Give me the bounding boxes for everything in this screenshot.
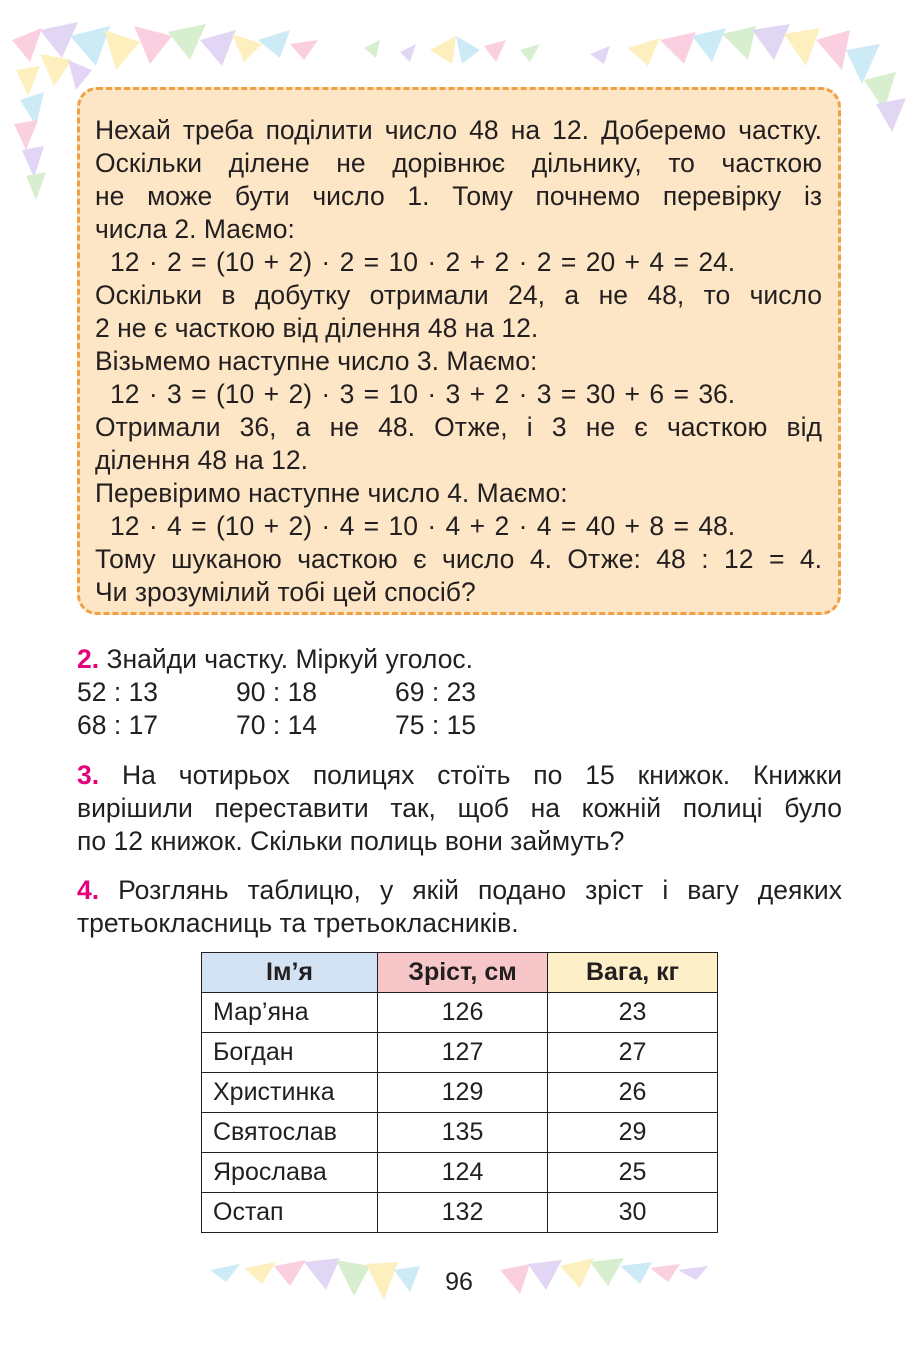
task-3-line: по 12 книжок. Скільки полиць вони займуть? [77,826,625,856]
header-name: Ім’я [202,953,378,993]
table-row [202,1113,718,1153]
box-equation: 12 · 3 = (10 + 2) · 3 = 10 · 3 + 2 · 3 = 30 + 6 = 36. [110,379,736,409]
box-line: 2 не є часткою від ділення 48 на 12. [95,313,539,343]
table-header-row [202,953,718,993]
explanation-box [77,87,841,615]
box-line: Отримали 36, а не 48. Отже, і 3 не є часткою від [95,412,822,442]
task-2-expression: 70 : 14 [236,710,318,740]
cell-name: Христинка [202,1073,378,1113]
header-height: Зріст, см [378,953,548,993]
task-2 [77,643,842,742]
box-line: Перевіримо наступне число 4. Маємо: [95,478,568,508]
cell-weight: 25 [548,1153,718,1193]
cell-name: Ярослава [202,1153,378,1193]
height-weight-table [201,952,718,1233]
cell-height: 127 [378,1033,548,1073]
box-line: не може бути число 1. Тому почнемо перевірку із [95,181,822,211]
box-line: ділення 48 на 12. [95,445,308,475]
task-2-text: Знайди частку. Міркуй уголос. [106,644,474,674]
box-line: Візьмемо наступне число 3. Маємо: [95,346,538,376]
task-2-row [77,709,842,742]
task-3-line: На чотирьох полицях стоїть по 15 книжок. Книжки [122,760,842,790]
box-line: Оскільки в добутку отримали 24, а не 48, то число [95,280,822,310]
table-row [202,1073,718,1113]
task-2-expression: 75 : 15 [395,710,477,740]
cell-height: 132 [378,1193,548,1233]
cell-weight: 23 [548,993,718,1033]
task-2-expression: 69 : 23 [395,677,477,707]
box-line: Чи зрозумілий тобі цей спосіб? [95,577,476,607]
cell-weight: 29 [548,1113,718,1153]
cell-name: Мар’яна [202,993,378,1033]
table-row [202,993,718,1033]
cell-weight: 26 [548,1073,718,1113]
cell-height: 129 [378,1073,548,1113]
task-2-number: 2. [77,644,100,674]
box-line: Нехай треба поділити число 48 на 12. Доберемо частку. [95,115,822,145]
box-equation: 12 · 4 = (10 + 2) · 4 = 10 · 4 + 2 · 4 = 40 + 8 = 48. [110,511,736,541]
cell-height: 126 [378,993,548,1033]
page-number: 96 [445,1268,473,1296]
cell-weight: 30 [548,1193,718,1233]
task-4 [77,874,842,940]
table-row [202,1193,718,1233]
cell-weight: 27 [548,1033,718,1073]
cell-height: 124 [378,1153,548,1193]
box-line: Тому шуканою часткою є число 4. Отже: 48 : 12 = 4. [95,544,822,574]
task-2-expression: 90 : 18 [236,677,318,707]
task-3 [77,759,842,858]
cell-name: Богдан [202,1033,378,1073]
task-3-line: вирішили переставити так, щоб на кожній полиці було [77,793,842,823]
box-line: Оскільки ділене не дорівнює дільнику, то часткою [95,148,822,178]
table-row [202,1153,718,1193]
task-4-number: 4. [77,875,100,905]
cell-name: Остап [202,1193,378,1233]
task-2-expression: 68 : 17 [77,710,159,740]
cell-name: Святослав [202,1113,378,1153]
task-2-row [77,676,842,709]
box-line: числа 2. Маємо: [95,214,295,244]
task-3-number: 3. [77,760,100,790]
box-equation: 12 · 2 = (10 + 2) · 2 = 10 · 2 + 2 · 2 = 20 + 4 = 24. [110,247,736,277]
cell-height: 135 [378,1113,548,1153]
task-2-expression: 52 : 13 [77,677,159,707]
header-weight: Вага, кг [548,953,718,993]
task-4-line: Розглянь таблицю, у якій подано зріст і вагу деяких [118,875,842,905]
table-row [202,1033,718,1073]
task-4-line: третьокласниць та третьокласників. [77,908,519,938]
